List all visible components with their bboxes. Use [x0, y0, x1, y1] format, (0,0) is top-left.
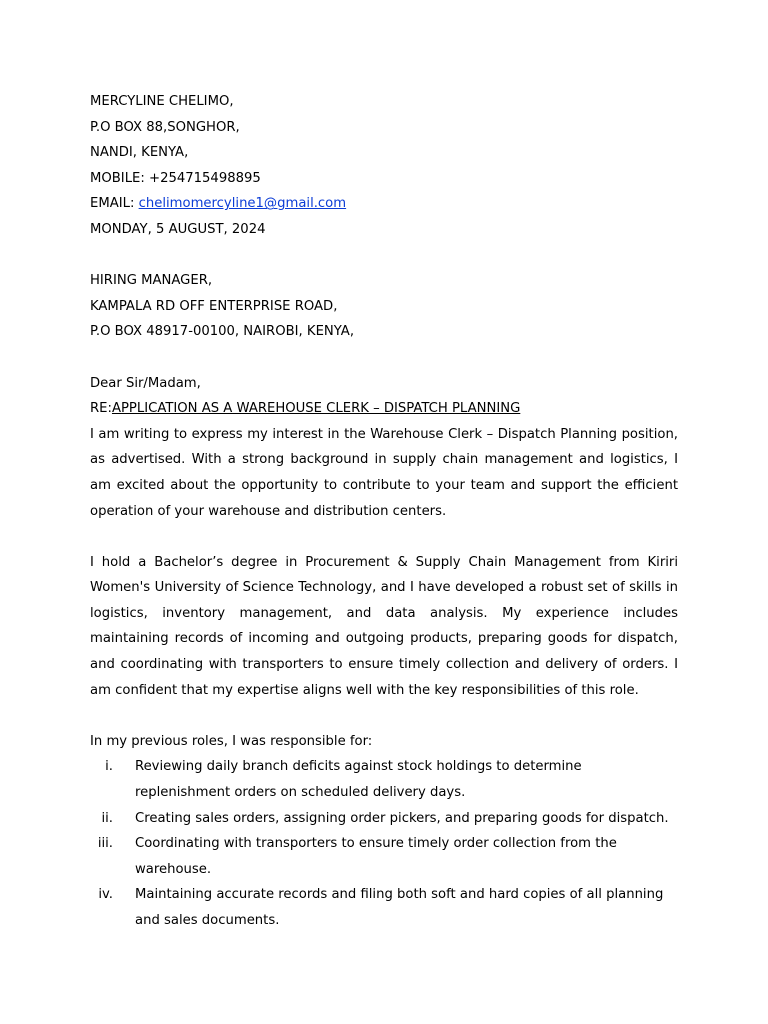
- subject-line: [90, 396, 678, 422]
- mobile-number: +254715498895: [149, 170, 261, 186]
- recipient-address-line-2: P.O BOX 48917-00100, NAIROBI, KENYA,: [90, 324, 355, 340]
- spacer: [90, 243, 678, 269]
- list-item-text: Reviewing daily branch deficits against stock holdings to determine replenishment orders on scheduled delivery days.: [135, 759, 582, 801]
- recipient-title: HIRING MANAGER,: [90, 273, 213, 289]
- list-item: [90, 831, 678, 882]
- mobile-label: MOBILE:: [90, 170, 145, 186]
- list-item-number: i.: [105, 759, 113, 775]
- sender-email: [90, 191, 678, 217]
- list-item-text: Creating sales orders, assigning order pickers, and preparing goods for dispatch.: [135, 810, 669, 826]
- subject-prefix: RE:: [90, 401, 112, 417]
- sender-address-line-2: NANDI, KENYA,: [90, 145, 189, 161]
- list-item-text: Maintaining accurate records and filing both soft and hard copies of all planning and sales documents.: [135, 887, 664, 928]
- list-item: [90, 882, 678, 933]
- sender-name: MERCYLINE CHELIMO,: [90, 94, 234, 109]
- letter-date: MONDAY, 5 AUGUST, 2024: [90, 221, 266, 237]
- spacer: [90, 703, 678, 729]
- spacer: [90, 345, 678, 371]
- spacer: [90, 524, 678, 550]
- responsibilities-list: [90, 754, 678, 933]
- list-item: [90, 754, 678, 805]
- email-label: EMAIL:: [90, 196, 135, 212]
- sender-address-line-1: P.O BOX 88,SONGHOR,: [90, 119, 240, 135]
- recipient-block: [90, 268, 678, 345]
- list-item-number: iii.: [97, 836, 113, 852]
- sender-block: [90, 89, 678, 243]
- list-item-number: iv.: [98, 887, 113, 903]
- sender-mobile: [90, 166, 678, 192]
- salutation: Dear Sir/Madam,: [90, 375, 201, 391]
- responsibilities-intro: In my previous roles, I was responsible for:: [90, 733, 373, 749]
- list-item-text: Coordinating with transporters to ensure timely order collection from the warehouse.: [135, 836, 617, 877]
- subject-text: APPLICATION AS A WAREHOUSE CLERK – DISPATCH PLANNING: [111, 401, 521, 417]
- paragraph-intro: I am writing to express my interest in the Warehouse Clerk – Dispatch Planning position, as advertised. With a strong background in supply chain management and logistics, I am excited about the opportunity to contribute to your team and support the efficient operation of your warehouse and distribution centers.: [90, 426, 678, 519]
- list-item-number: ii.: [101, 810, 113, 826]
- list-item: [90, 806, 678, 832]
- recipient-address-line-1: KAMPALA RD OFF ENTERPRISE ROAD,: [90, 298, 338, 314]
- email-link[interactable]: chelimomercyline1@gmail.com: [138, 196, 347, 212]
- paragraph-qualifications: I hold a Bachelor’s degree in Procurement & Supply Chain Management from Kiriri Women's University of Science Technology, and I have developed a robust set of skills in logistics, inventory management, and data analysis. My experience includes maintaining records of incoming and outgoing products, preparing goods for dispatch, and coordinating with transporters to ensure timely collection and delivery of orders. I am confident that my expertise aligns well with the key responsibilities of this role.: [90, 554, 678, 698]
